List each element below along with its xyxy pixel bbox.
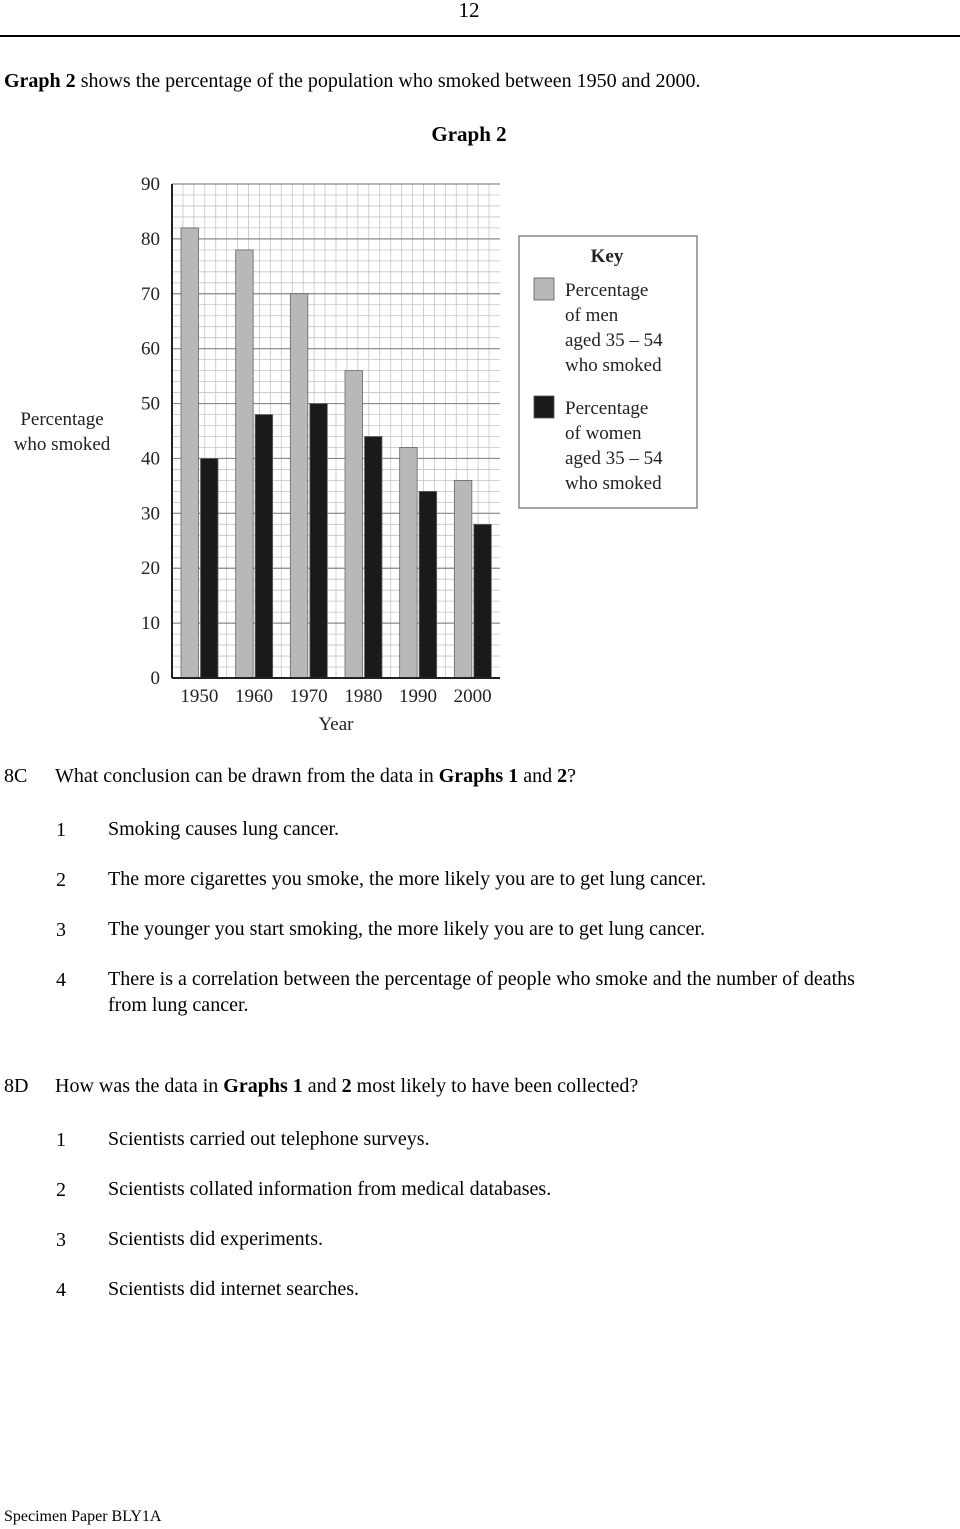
legend-label: who smoked xyxy=(565,355,662,376)
q8d-bold2: 2 xyxy=(341,1075,352,1097)
legend-label: aged 35 – 54 xyxy=(565,448,663,469)
bar-women-2000 xyxy=(474,524,492,678)
bar-men-1950 xyxy=(181,228,199,678)
q8c-number: 8C xyxy=(4,765,28,787)
q8d-question xyxy=(55,1075,638,1098)
q8d-number: 8D xyxy=(4,1075,29,1097)
q8c-option-2-number: 2 xyxy=(56,869,66,891)
y-tick-label: 70 xyxy=(141,283,160,305)
intro-text xyxy=(4,70,701,93)
y-axis-label: Percentage xyxy=(20,409,104,430)
q8c-option-3-text: The younger you start smoking, the more likely you are to get lung cancer. xyxy=(108,918,706,940)
bar-men-2000 xyxy=(454,480,472,678)
q8c-mid: and xyxy=(518,765,558,787)
y-tick-label: 0 xyxy=(150,668,160,689)
q8c-option-3-number: 3 xyxy=(56,919,66,941)
x-tick-label: 2000 xyxy=(453,686,492,707)
q8d-option-1-number: 1 xyxy=(56,1129,66,1151)
x-tick-label: 1980 xyxy=(344,686,383,707)
footer-text: Specimen Paper BLY1A xyxy=(4,1508,162,1525)
x-tick-label: 1970 xyxy=(289,686,328,707)
bar-women-1990 xyxy=(419,491,437,678)
q8c-option-1-text: Smoking causes lung cancer. xyxy=(108,818,340,840)
y-tick-label: 30 xyxy=(141,503,160,525)
legend-label: of men xyxy=(565,305,619,326)
legend-label: of women xyxy=(565,423,642,444)
q8c-question xyxy=(55,765,576,788)
q8d-option-1-text: Scientists carried out telephone surveys. xyxy=(108,1128,430,1150)
q8c-option-4-text: There is a correlation between the percentage of people who smoke and the number of deaths from lung cancer. xyxy=(108,968,855,1016)
legend-swatch-men xyxy=(534,278,554,300)
bar-men-1990 xyxy=(400,447,418,678)
x-tick-label: 1990 xyxy=(399,686,437,707)
q8c-bold1: Graphs 1 xyxy=(438,765,519,787)
legend-label: who smoked xyxy=(565,473,662,494)
legend-label: Percentage xyxy=(565,280,649,301)
y-tick-label: 20 xyxy=(141,558,160,580)
q8d-mid: and xyxy=(302,1075,342,1097)
x-axis-label: Year xyxy=(318,714,354,735)
q8c-suffix: ? xyxy=(567,765,576,787)
y-tick-label: 40 xyxy=(141,448,160,470)
y-tick-label: 10 xyxy=(141,613,160,635)
q8d-option-3-number: 3 xyxy=(56,1229,66,1251)
header-rule xyxy=(0,35,960,37)
q8d-option-2-text: Scientists collated information from medical databases. xyxy=(108,1178,552,1200)
intro-graph-ref: Graph 2 xyxy=(4,70,76,92)
legend-swatch-women xyxy=(534,396,554,418)
y-tick-label: 60 xyxy=(141,338,160,360)
graph-heading: Graph 2 xyxy=(431,122,507,146)
q8c-prefix: What conclusion can be drawn from the data in xyxy=(55,765,439,787)
bar-men-1970 xyxy=(290,294,308,678)
bar-women-1960 xyxy=(255,415,273,678)
x-tick-label: 1950 xyxy=(180,686,219,707)
smoking-bar-chart xyxy=(0,168,700,738)
legend-label: Percentage xyxy=(565,398,649,419)
bar-women-1950 xyxy=(201,458,219,678)
bar-women-1980 xyxy=(365,436,383,678)
q8d-suffix: most likely to have been collected? xyxy=(351,1075,639,1097)
q8c-option-4-number: 4 xyxy=(56,969,66,991)
legend-title: Key xyxy=(590,246,624,267)
q8c-option-2-text: The more cigarettes you smoke, the more likely you are to get lung cancer. xyxy=(108,868,707,890)
intro-rest: shows the percentage of the population who smoked between 1950 and 2000. xyxy=(75,70,701,92)
q8d-option-3-text: Scientists did experiments. xyxy=(108,1228,323,1250)
bar-women-1970 xyxy=(310,404,328,678)
bar-men-1980 xyxy=(345,371,363,678)
q8d-prefix: How was the data in xyxy=(55,1075,224,1097)
q8d-option-4-text: Scientists did internet searches. xyxy=(108,1278,360,1300)
bar-men-1960 xyxy=(236,250,254,678)
page-number: 12 xyxy=(458,0,480,22)
q8d-option-2-number: 2 xyxy=(56,1179,66,1201)
y-tick-label: 50 xyxy=(141,393,160,415)
q8d-option-4-number: 4 xyxy=(56,1279,66,1301)
q8c-bold2: 2 xyxy=(557,765,568,787)
q8c-option-1-number: 1 xyxy=(56,819,66,841)
y-tick-label: 80 xyxy=(141,228,160,250)
x-tick-label: 1960 xyxy=(235,686,273,707)
q8d-bold1: Graphs 1 xyxy=(223,1075,303,1097)
legend-label: aged 35 – 54 xyxy=(565,330,663,351)
y-axis-label: who smoked xyxy=(13,434,111,455)
y-tick-label: 90 xyxy=(141,174,160,195)
